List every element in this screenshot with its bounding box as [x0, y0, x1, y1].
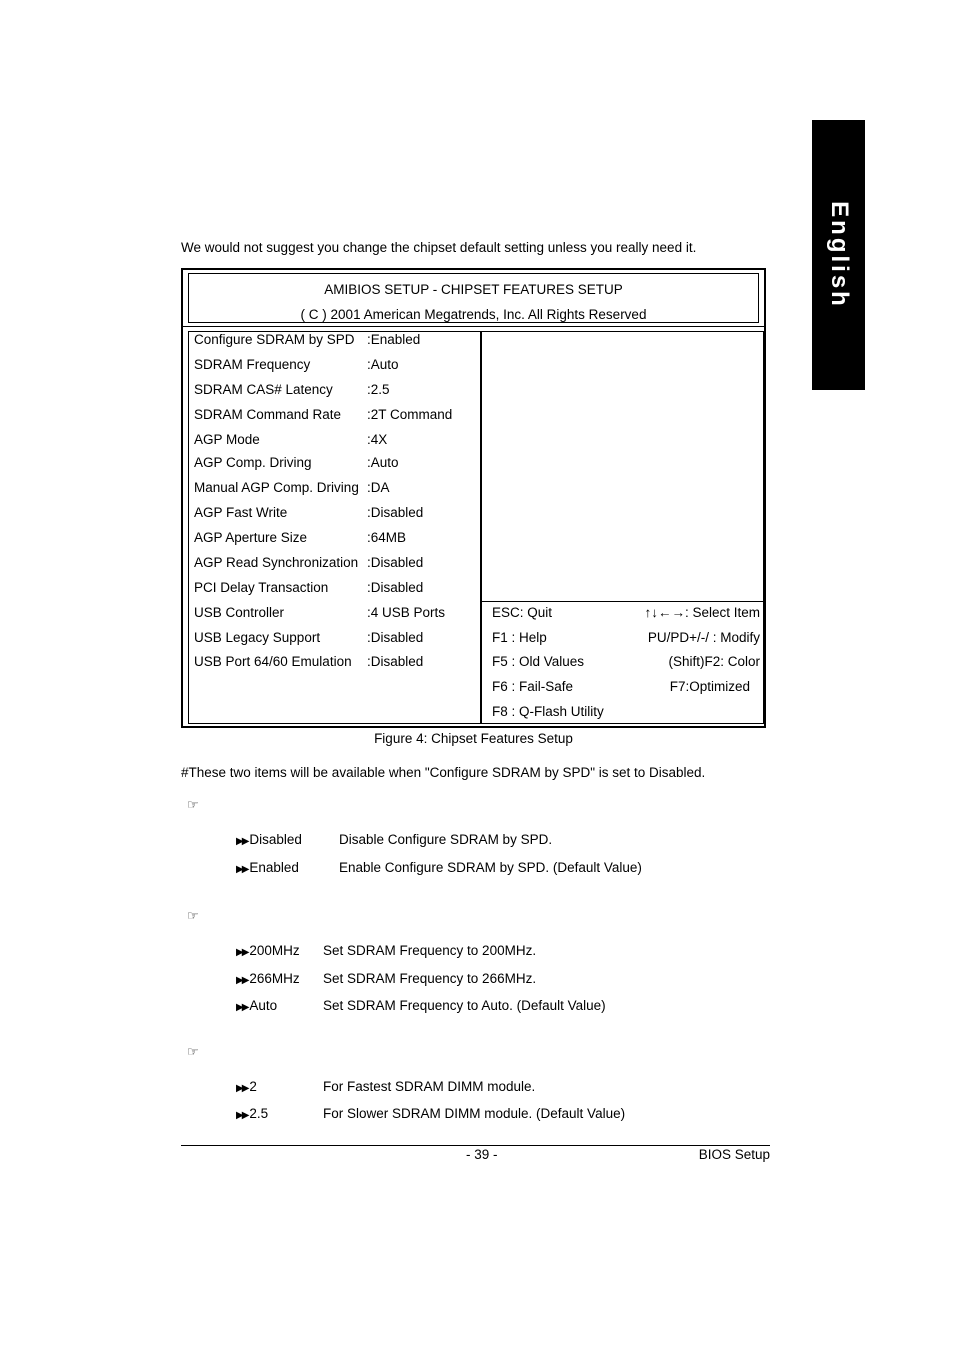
intro-text: We would not suggest you change the chipset default setting unless you really need it.	[181, 240, 697, 255]
option-description: For Slower SDRAM DIMM module. (Default Value)	[323, 1106, 626, 1121]
option-name: ▶▶ Disabled	[236, 832, 302, 847]
setting-label: PCI Delay Transaction	[194, 580, 329, 595]
setting-label: Configure SDRAM by SPD	[194, 332, 355, 347]
setting-value: :Disabled	[367, 580, 424, 595]
setting-label: USB Port 64/60 Emulation	[194, 654, 352, 669]
double-arrow-icon: ▶▶	[236, 864, 248, 875]
option-description: Set SDRAM Frequency to Auto. (Default Value)	[323, 998, 606, 1013]
setting-value: :Auto	[367, 455, 399, 470]
key-hint: F1 : Help	[492, 630, 547, 645]
setting-value: :2T Command	[367, 407, 453, 422]
key-hint: F5 : Old Values	[492, 654, 585, 669]
setting-value: :DA	[367, 480, 390, 495]
setting-label: AGP Fast Write	[194, 505, 288, 520]
option-name: ▶▶ Auto	[236, 998, 278, 1013]
availability-note: #These two items will be available when "Configure SDRAM by SPD" is set to Disabled.	[181, 765, 706, 780]
option-name: ▶▶ 266MHz	[236, 971, 300, 986]
section-name: BIOS Setup	[698, 1147, 770, 1162]
setting-label: USB Controller	[194, 605, 285, 620]
bios-title: AMIBIOS SETUP - CHIPSET FEATURES SETUP	[324, 282, 623, 297]
setting-value: :Disabled	[367, 505, 424, 520]
key-hint: ESC: Quit	[492, 605, 553, 620]
setting-label: Manual AGP Comp. Driving	[194, 480, 359, 495]
key-hint: F8 : Q-Flash Utility	[492, 704, 604, 719]
setting-value: :64MB	[367, 530, 407, 545]
key-hint: F6 : Fail-Safe	[492, 679, 574, 694]
bios-screen	[181, 268, 766, 728]
option-name: ▶▶ 200MHz	[236, 943, 300, 958]
setting-label: SDRAM Frequency	[194, 357, 311, 372]
language-tab-label: English	[825, 201, 853, 309]
double-arrow-icon: ▶▶	[236, 947, 248, 958]
settings-panel	[188, 331, 481, 724]
setting-value: :Disabled	[367, 555, 424, 570]
key-hint-desc: F7:Optimized	[669, 679, 750, 694]
pointing-hand-icon: ☞	[187, 908, 199, 923]
key-hint-desc: ↑↓←→: Select Item	[644, 605, 760, 620]
option-description: Set SDRAM Frequency to 200MHz.	[323, 943, 537, 958]
setting-label: SDRAM Command Rate	[194, 407, 342, 422]
setting-label: AGP Read Synchronization	[194, 555, 359, 570]
option-name: ▶▶ 2.5	[236, 1106, 269, 1121]
help-panel	[481, 331, 764, 724]
pointing-hand-icon: ☞	[187, 797, 199, 812]
setting-label: SDRAM CAS# Latency	[194, 382, 333, 397]
page-number: - 39 -	[466, 1147, 498, 1162]
double-arrow-icon: ▶▶	[236, 975, 248, 986]
double-arrow-icon: ▶▶	[236, 1083, 248, 1094]
setting-value: :Auto	[367, 357, 399, 372]
language-tab	[812, 120, 865, 390]
setting-label: AGP Mode	[194, 432, 260, 447]
option-name: ▶▶ Enabled	[236, 860, 299, 875]
footer-divider	[181, 1145, 770, 1146]
key-hint-desc: PU/PD+/-/ : Modify	[647, 630, 760, 645]
bios-header	[188, 273, 759, 323]
key-hint-desc: (Shift)F2: Color	[668, 654, 760, 669]
setting-value: :Disabled	[367, 654, 424, 669]
help-divider	[482, 601, 763, 602]
setting-label: AGP Aperture Size	[194, 530, 308, 545]
setting-label: AGP Comp. Driving	[194, 455, 312, 470]
option-description: Disable Configure SDRAM by SPD.	[339, 832, 553, 847]
double-arrow-icon: ▶▶	[236, 836, 248, 847]
setting-value: :2.5	[367, 382, 390, 397]
double-arrow-icon: ▶▶	[236, 1002, 248, 1013]
option-name: ▶▶ 2	[236, 1079, 257, 1094]
setting-value: :Enabled	[367, 332, 421, 347]
setting-value: :4X	[367, 432, 388, 447]
header-divider	[183, 326, 764, 327]
figure-caption: Figure 4: Chipset Features Setup	[374, 731, 573, 746]
pointing-hand-icon: ☞	[187, 1044, 199, 1059]
setting-value: :Disabled	[367, 630, 424, 645]
option-description: For Fastest SDRAM DIMM module.	[323, 1079, 536, 1094]
bios-copyright: ( C ) 2001 American Megatrends, Inc. All Rights Reserved	[300, 307, 647, 322]
option-description: Set SDRAM Frequency to 266MHz.	[323, 971, 537, 986]
setting-label: USB Legacy Support	[194, 630, 321, 645]
option-description: Enable Configure SDRAM by SPD. (Default Value)	[339, 860, 642, 875]
setting-value: :4 USB Ports	[367, 605, 446, 620]
double-arrow-icon: ▶▶	[236, 1110, 248, 1121]
